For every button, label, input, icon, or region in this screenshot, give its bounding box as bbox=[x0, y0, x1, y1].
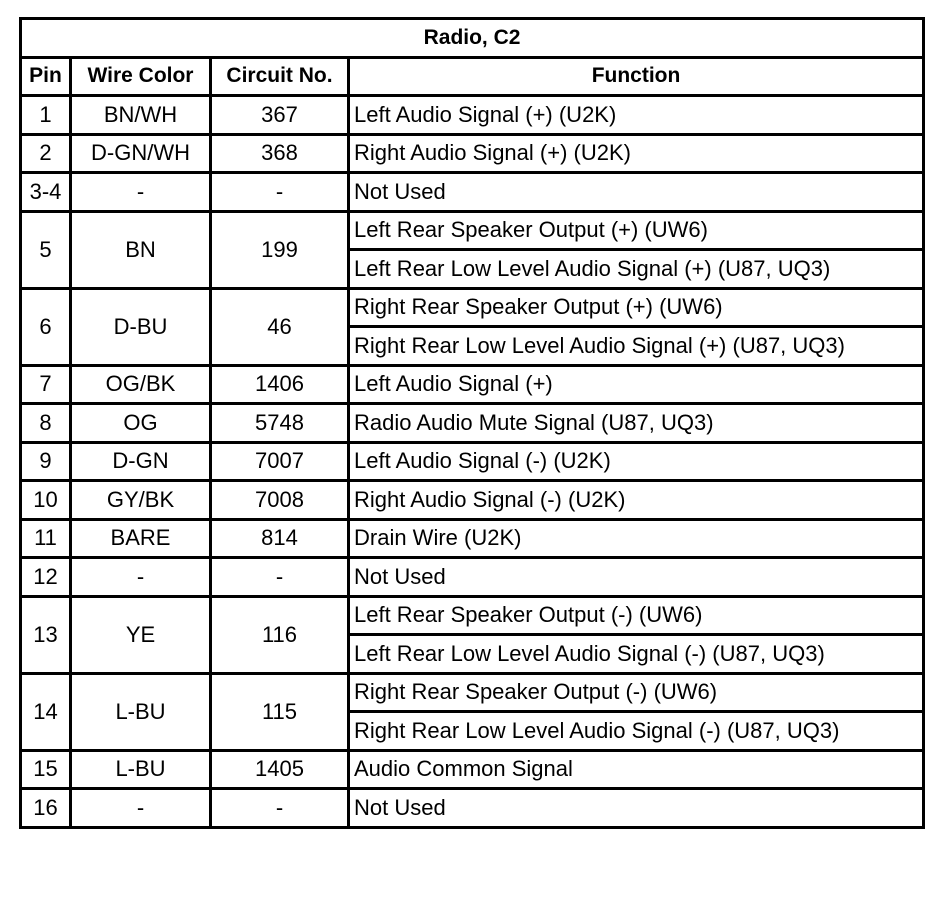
table-row bbox=[21, 750, 924, 789]
pin-cell: 13 bbox=[21, 596, 71, 673]
wire-color-cell: D-GN/WH bbox=[71, 134, 211, 173]
function-cell: Right Rear Low Level Audio Signal (-) (U87, UQ3) bbox=[349, 712, 924, 751]
function-cell: Right Audio Signal (+) (U2K) bbox=[349, 134, 924, 173]
pin-cell: 9 bbox=[21, 442, 71, 481]
circuit-no-cell: 1406 bbox=[211, 365, 349, 404]
wire-color-cell: - bbox=[71, 789, 211, 828]
circuit-no-cell: 115 bbox=[211, 673, 349, 750]
pin-cell: 7 bbox=[21, 365, 71, 404]
wire-color-cell: L-BU bbox=[71, 750, 211, 789]
pin-cell: 16 bbox=[21, 789, 71, 828]
circuit-no-cell: 814 bbox=[211, 519, 349, 558]
function-cell: Drain Wire (U2K) bbox=[349, 519, 924, 558]
circuit-no-cell: - bbox=[211, 558, 349, 597]
function-cell: Right Rear Speaker Output (-) (UW6) bbox=[349, 673, 924, 712]
table-row bbox=[21, 134, 924, 173]
wire-color-cell: OG bbox=[71, 404, 211, 443]
table-row bbox=[21, 481, 924, 520]
pin-cell: 1 bbox=[21, 96, 71, 135]
function-cell: Left Audio Signal (+) bbox=[349, 365, 924, 404]
circuit-no-cell: 7007 bbox=[211, 442, 349, 481]
table-row bbox=[21, 673, 924, 712]
header-pin: Pin bbox=[21, 57, 71, 96]
header-wire-color: Wire Color bbox=[71, 57, 211, 96]
table-row bbox=[21, 288, 924, 327]
title-row bbox=[21, 19, 924, 58]
circuit-no-cell: 5748 bbox=[211, 404, 349, 443]
pin-cell: 3-4 bbox=[21, 173, 71, 212]
wire-color-cell: BN/WH bbox=[71, 96, 211, 135]
wire-color-cell: BN bbox=[71, 211, 211, 288]
wire-color-cell: YE bbox=[71, 596, 211, 673]
connector-pinout-table bbox=[19, 17, 925, 829]
pin-cell: 5 bbox=[21, 211, 71, 288]
table-title: Radio, C2 bbox=[21, 19, 924, 58]
wire-color-cell: - bbox=[71, 558, 211, 597]
table-row bbox=[21, 442, 924, 481]
table-row bbox=[21, 173, 924, 212]
function-cell: Right Audio Signal (-) (U2K) bbox=[349, 481, 924, 520]
header-function: Function bbox=[349, 57, 924, 96]
pin-cell: 10 bbox=[21, 481, 71, 520]
pin-cell: 11 bbox=[21, 519, 71, 558]
header-circuit-no: Circuit No. bbox=[211, 57, 349, 96]
table-row bbox=[21, 96, 924, 135]
pin-cell: 14 bbox=[21, 673, 71, 750]
function-cell: Left Rear Speaker Output (+) (UW6) bbox=[349, 211, 924, 250]
function-cell: Audio Common Signal bbox=[349, 750, 924, 789]
function-cell: Not Used bbox=[349, 558, 924, 597]
circuit-no-cell: 46 bbox=[211, 288, 349, 365]
table-row bbox=[21, 558, 924, 597]
table-row bbox=[21, 519, 924, 558]
function-cell: Left Audio Signal (+) (U2K) bbox=[349, 96, 924, 135]
circuit-no-cell: 7008 bbox=[211, 481, 349, 520]
table-row bbox=[21, 365, 924, 404]
function-cell: Left Rear Low Level Audio Signal (+) (U87, UQ3) bbox=[349, 250, 924, 289]
wire-color-cell: GY/BK bbox=[71, 481, 211, 520]
table-row bbox=[21, 404, 924, 443]
circuit-no-cell: 199 bbox=[211, 211, 349, 288]
wire-color-cell: L-BU bbox=[71, 673, 211, 750]
function-cell: Not Used bbox=[349, 789, 924, 828]
circuit-no-cell: 368 bbox=[211, 134, 349, 173]
function-cell: Left Rear Low Level Audio Signal (-) (U87, UQ3) bbox=[349, 635, 924, 674]
wire-color-cell: BARE bbox=[71, 519, 211, 558]
function-cell: Left Audio Signal (-) (U2K) bbox=[349, 442, 924, 481]
table-body bbox=[21, 96, 924, 828]
function-cell: Not Used bbox=[349, 173, 924, 212]
wire-color-cell: - bbox=[71, 173, 211, 212]
circuit-no-cell: 1405 bbox=[211, 750, 349, 789]
circuit-no-cell: - bbox=[211, 173, 349, 212]
header-row bbox=[21, 57, 924, 96]
wire-color-cell: D-BU bbox=[71, 288, 211, 365]
pin-cell: 12 bbox=[21, 558, 71, 597]
function-cell: Left Rear Speaker Output (-) (UW6) bbox=[349, 596, 924, 635]
function-cell: Right Rear Low Level Audio Signal (+) (U87, UQ3) bbox=[349, 327, 924, 366]
wire-color-cell: D-GN bbox=[71, 442, 211, 481]
table-row bbox=[21, 211, 924, 250]
pin-cell: 6 bbox=[21, 288, 71, 365]
table-row bbox=[21, 596, 924, 635]
function-cell: Right Rear Speaker Output (+) (UW6) bbox=[349, 288, 924, 327]
table-row bbox=[21, 789, 924, 828]
wire-color-cell: OG/BK bbox=[71, 365, 211, 404]
circuit-no-cell: 367 bbox=[211, 96, 349, 135]
function-cell: Radio Audio Mute Signal (U87, UQ3) bbox=[349, 404, 924, 443]
circuit-no-cell: 116 bbox=[211, 596, 349, 673]
pin-cell: 15 bbox=[21, 750, 71, 789]
pin-cell: 8 bbox=[21, 404, 71, 443]
circuit-no-cell: - bbox=[211, 789, 349, 828]
pin-cell: 2 bbox=[21, 134, 71, 173]
